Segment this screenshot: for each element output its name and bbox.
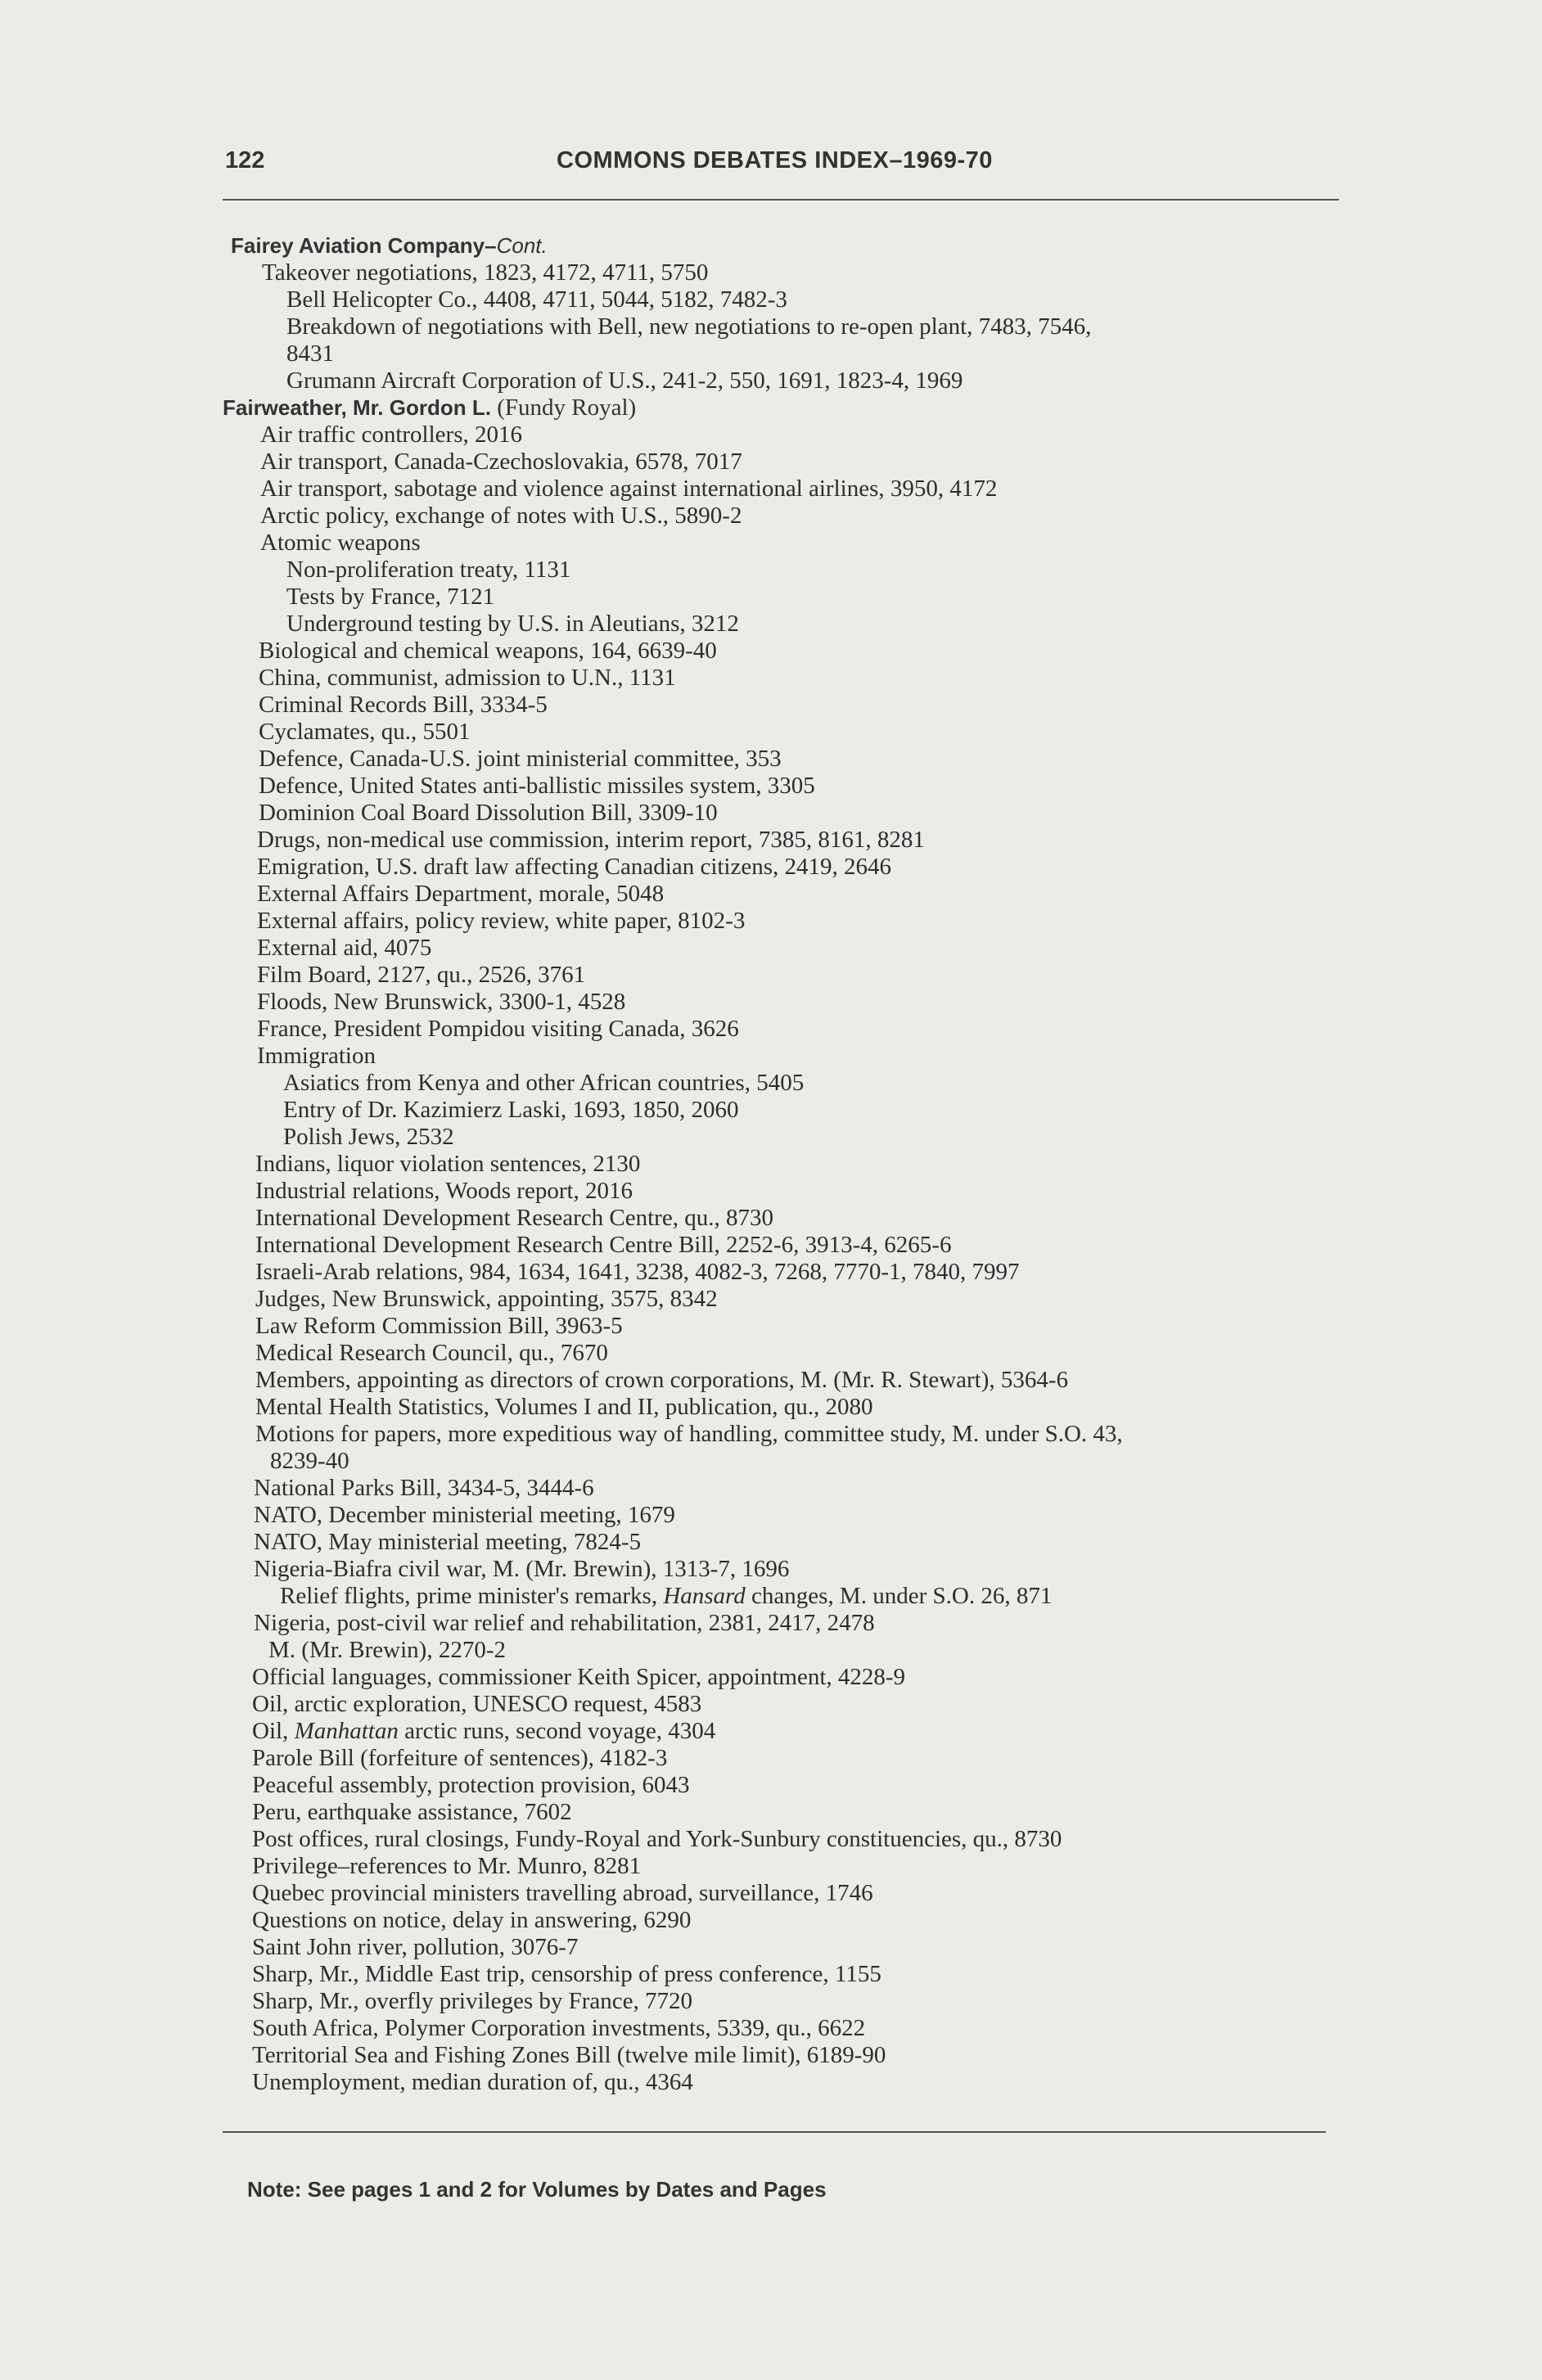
index-entry: Criminal Records Bill, 3334-5: [259, 692, 548, 718]
index-entry: Immigration: [257, 1043, 376, 1069]
page-header: [225, 147, 1326, 188]
index-entry: Air traffic controllers, 2016: [260, 421, 522, 448]
index-entry: Nigeria-Biafra civil war, M. (Mr. Brewin), 1313-7, 1696: [254, 1556, 790, 1582]
index-entry: France, President Pompidou visiting Canada, 3626: [257, 1016, 739, 1042]
heading-name: Fairey Aviation Company–: [231, 233, 497, 258]
index-entry: Members, appointing as directors of crown corporations, M. (Mr. R. Stewart), 5364-6: [255, 1367, 1069, 1393]
index-entry: Sharp, Mr., overfly privileges by France, 7720: [252, 1988, 693, 2014]
index-entry: Motions for papers, more expeditious way of handling, committee study, M. under S.O. 43,: [255, 1421, 1123, 1447]
index-subentry: 8431: [286, 340, 334, 367]
heading-name: Fairweather, Mr. Gordon L.: [223, 395, 491, 420]
footer-rule: [223, 2131, 1326, 2133]
index-entry: Biological and chemical weapons, 164, 6639-40: [259, 638, 717, 664]
footer-note: Note: See pages 1 and 2 for Volumes by Dates and Pages: [247, 2177, 827, 2202]
index-entry: Judges, New Brunswick, appointing, 3575, 8342: [255, 1286, 718, 1312]
index-subentry: Non-proliferation treaty, 1131: [286, 557, 571, 583]
index-entry: Nigeria, post-civil war relief and rehabilitation, 2381, 2417, 2478: [254, 1610, 875, 1636]
index-entry: External affairs, policy review, white paper, 8102-3: [257, 908, 746, 934]
entry-italic: Hansard: [663, 1583, 746, 1609]
index-heading: [223, 394, 636, 421]
index-entry: Official languages, commissioner Keith Spicer, appointment, 4228-9: [252, 1664, 906, 1690]
index-entry: Film Board, 2127, qu., 2526, 3761: [257, 962, 586, 988]
heading-after: (Fundy Royal): [490, 394, 637, 421]
index-entry: Israeli-Arab relations, 984, 1634, 1641, 3238, 4082-3, 7268, 7770-1, 7840, 7997: [255, 1259, 1020, 1285]
index-entry: Medical Research Council, qu., 7670: [255, 1340, 608, 1366]
index-subentry: Breakdown of negotiations with Bell, new negotiations to re-open plant, 7483, 7546,: [286, 313, 1092, 340]
index-entry: International Development Research Centre, qu., 8730: [255, 1205, 773, 1231]
index-entry: NATO, December ministerial meeting, 1679: [254, 1502, 675, 1528]
index-subentry: M. (Mr. Brewin), 2270-2: [268, 1637, 506, 1663]
index-subentry: Entry of Dr. Kazimierz Laski, 1693, 1850, 2060: [283, 1097, 739, 1123]
entry-italic: Manhattan: [294, 1718, 399, 1744]
index-entry: External aid, 4075: [257, 935, 432, 961]
index-entry: Air transport, Canada-Czechoslovakia, 6578, 7017: [260, 449, 742, 475]
index-entry: Floods, New Brunswick, 3300-1, 4528: [257, 989, 626, 1015]
index-entry: South Africa, Polymer Corporation investments, 5339, qu., 6622: [252, 2015, 866, 2041]
index-entry: Takeover negotiations, 1823, 4172, 4711, 5750: [262, 259, 709, 286]
index-entry: Defence, United States anti-ballistic missiles system, 3305: [259, 773, 815, 799]
index-heading: [231, 232, 548, 259]
index-subentry: Bell Helicopter Co., 4408, 4711, 5044, 5182, 7482-3: [286, 286, 787, 313]
index-entry: Dominion Coal Board Dissolution Bill, 3309-10: [259, 800, 718, 826]
index-subentry: Asiatics from Kenya and other African countries, 5405: [283, 1070, 805, 1096]
entry-text: Relief flights, prime minister's remarks,: [280, 1583, 664, 1609]
index-entry: NATO, May ministerial meeting, 7824-5: [254, 1529, 642, 1555]
header-rule: [223, 199, 1339, 201]
index-entry: Questions on notice, delay in answering, 6290: [252, 1907, 692, 1933]
index-entry: Sharp, Mr., Middle East trip, censorship of press conference, 1155: [252, 1961, 881, 1987]
index-subentry: Tests by France, 7121: [286, 584, 495, 610]
index-entry: Drugs, non-medical use commission, interim report, 7385, 8161, 8281: [257, 827, 925, 853]
index-entry: Post offices, rural closings, Fundy-Royal and York-Sunbury constituencies, qu., 8730: [252, 1826, 1062, 1852]
index-entry: Industrial relations, Woods report, 2016: [255, 1178, 633, 1204]
index-entry: Peaceful assembly, protection provision, 6043: [252, 1772, 690, 1798]
index-entry: National Parks Bill, 3434-5, 3444-6: [254, 1475, 594, 1501]
index-entry: Saint John river, pollution, 3076-7: [252, 1934, 579, 1960]
running-title: COMMONS DEBATES INDEX–1969-70: [557, 147, 993, 174]
index-entry: Oil, arctic exploration, UNESCO request, 4583: [252, 1691, 702, 1717]
index-entry: [252, 1718, 715, 1745]
heading-cont: Cont.: [496, 233, 548, 258]
index-entry: China, communist, admission to U.N., 1131: [259, 665, 676, 691]
index-entry: Indians, liquor violation sentences, 2130: [255, 1151, 641, 1177]
index-entry: Arctic policy, exchange of notes with U.S., 5890-2: [260, 503, 742, 529]
index-entry: Defence, Canada-U.S. joint ministerial committee, 353: [259, 746, 782, 772]
index-entry: Territorial Sea and Fishing Zones Bill (twelve mile limit), 6189-90: [252, 2042, 886, 2068]
index-entry: Unemployment, median duration of, qu., 4364: [252, 2069, 693, 2095]
index-entry: Quebec provincial ministers travelling abroad, surveillance, 1746: [252, 1880, 873, 1906]
index-entry: External Affairs Department, morale, 5048: [257, 881, 665, 907]
entry-text: changes, M. under S.O. 26, 871: [745, 1583, 1053, 1609]
index-subentry: [280, 1583, 1052, 1610]
index-entry: Mental Health Statistics, Volumes I and II, publication, qu., 2080: [255, 1394, 873, 1420]
entry-text: arctic runs, second voyage, 4304: [398, 1718, 716, 1744]
index-entry: Cyclamates, qu., 5501: [259, 719, 471, 745]
page-number: 122: [225, 147, 265, 174]
index-entry-continued: 8239-40: [270, 1448, 349, 1474]
index-entry: Air transport, sabotage and violence against international airlines, 3950, 4172: [260, 476, 998, 502]
index-subentry: Grumann Aircraft Corporation of U.S., 241-2, 550, 1691, 1823-4, 1969: [286, 367, 963, 394]
index-entry: Parole Bill (forfeiture of sentences), 4182-3: [252, 1745, 668, 1771]
index-entry: Law Reform Commission Bill, 3963-5: [255, 1313, 623, 1339]
index-entry: International Development Research Centre Bill, 2252-6, 3913-4, 6265-6: [255, 1232, 952, 1258]
entry-text: Oil,: [252, 1718, 295, 1744]
index-entry: Atomic weapons: [260, 530, 421, 556]
index-entry: Emigration, U.S. draft law affecting Canadian citizens, 2419, 2646: [257, 854, 892, 880]
index-subentry: Polish Jews, 2532: [283, 1124, 454, 1150]
index-entry: Peru, earthquake assistance, 7602: [252, 1799, 572, 1825]
index-entry: Privilege–references to Mr. Munro, 8281: [252, 1853, 642, 1879]
index-subentry: Underground testing by U.S. in Aleutians, 3212: [286, 611, 739, 637]
